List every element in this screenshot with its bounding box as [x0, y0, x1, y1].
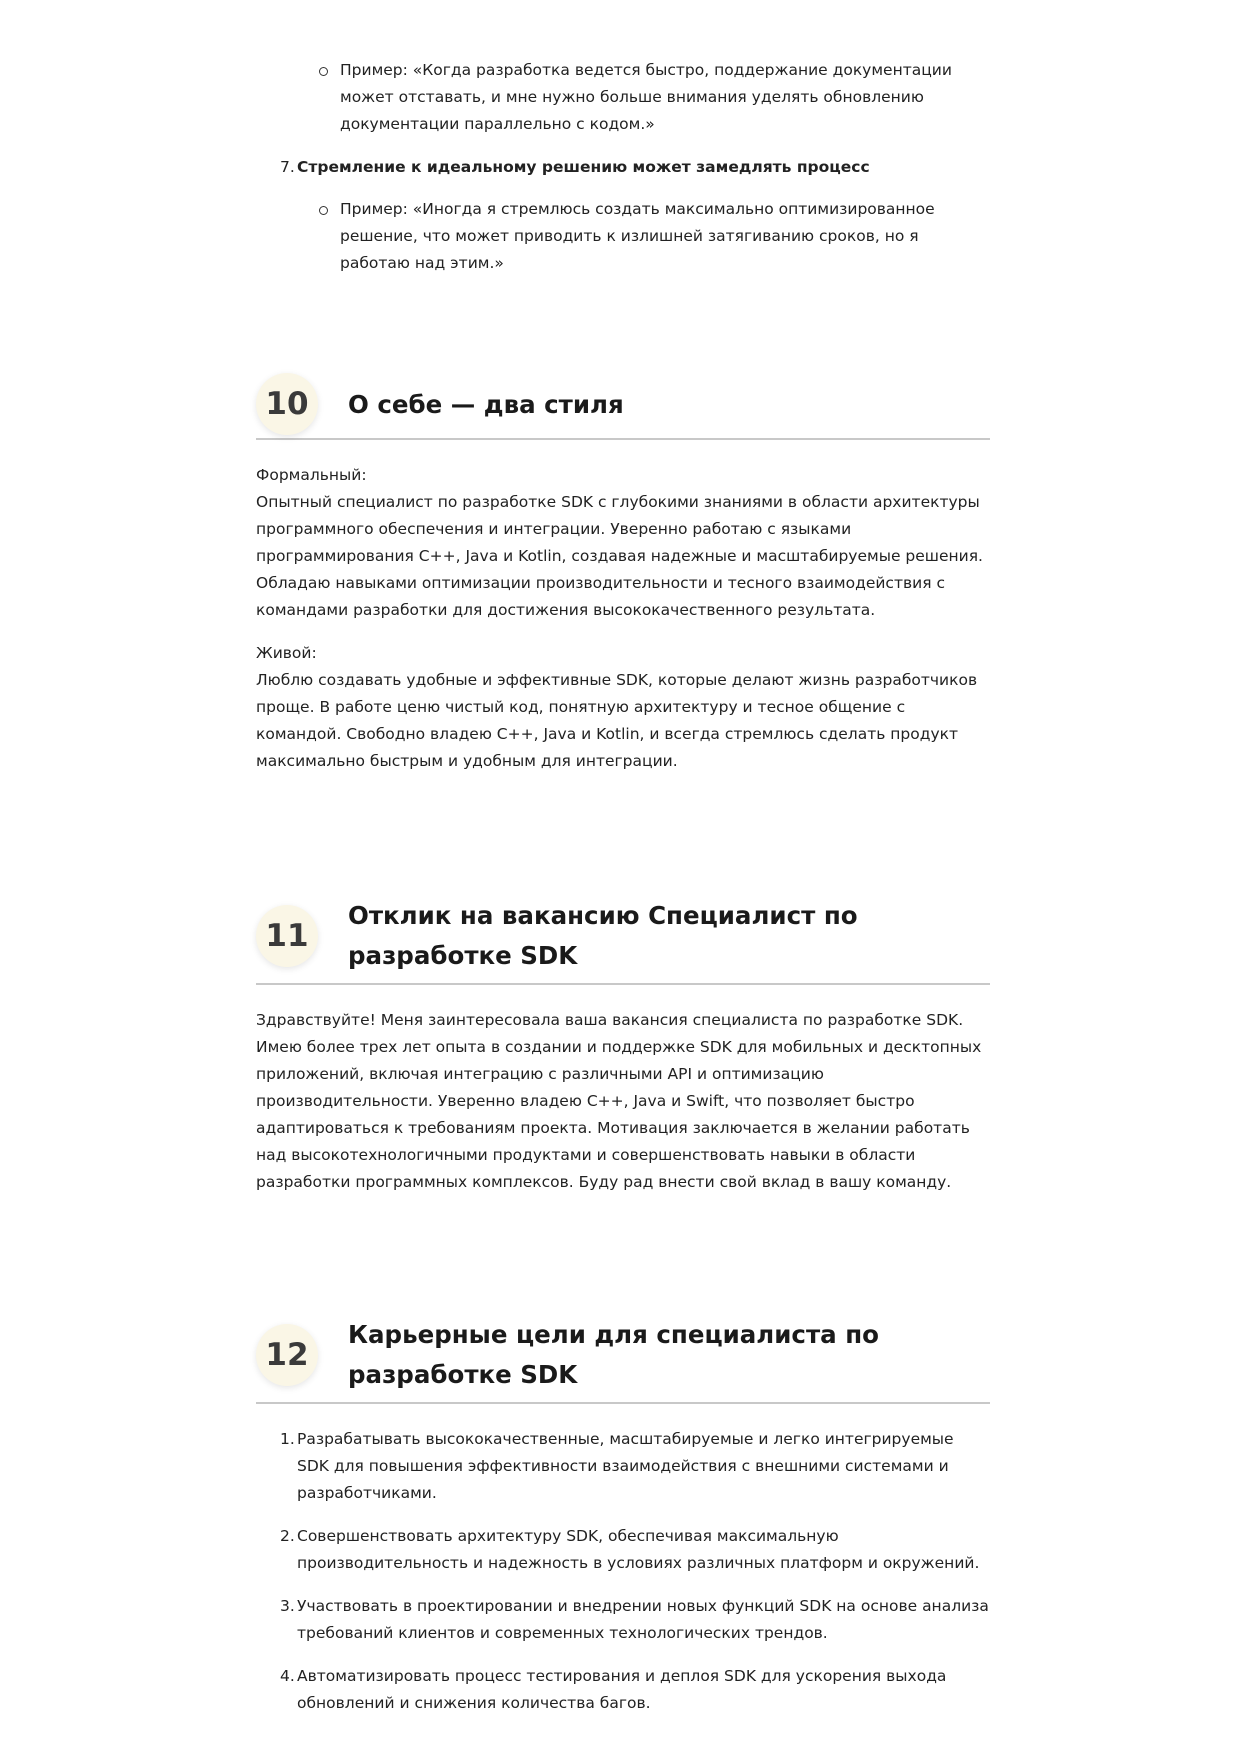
item-text: Разрабатывать высококачественные, масштабируемые и легко интегрируемые SDK для повышения эффективности взаимодействия с внешними системами и разработчиками.	[297, 1430, 954, 1502]
item-number: 4.	[280, 1667, 295, 1685]
section-number-badge: 11	[256, 905, 318, 967]
example-text: Пример: «Когда разработка ведется быстро, поддержание документации может отставать, и мне нужно больше внимания уделять обновлению документации параллельно с кодом.»	[340, 61, 952, 133]
item-text: Совершенствовать архитектуру SDK, обеспечивая максимальную производительность и надежность в условиях различных платформ и окружений.	[297, 1527, 980, 1572]
section-header	[256, 894, 990, 985]
section-title: Отклик на вакансию Специалист по разработке SDK	[348, 901, 858, 970]
section-about	[256, 372, 990, 775]
item-number: 1.	[280, 1430, 295, 1448]
weaknesses-list-continuation	[256, 57, 990, 277]
section-header	[256, 1313, 990, 1404]
section-title: О себе — два стиля	[348, 390, 624, 419]
item-number: 2.	[280, 1527, 295, 1545]
list-item	[256, 1523, 990, 1577]
bullet-circle-icon	[319, 206, 328, 215]
example-text: Пример: «Иногда я стремлюсь создать максимально оптимизированное решение, что может приводить к излишней затягиванию сроков, но я работаю над этим.»	[340, 200, 935, 272]
section-body	[256, 462, 990, 775]
formal-text: Опытный специалист по разработке SDK с глубокими знаниями в области архитектуры программного обеспечения и интеграции. Уверенно работаю с языками программирования C++, Java и Kotlin, создавая надежные и масштабируемые решения. Обладаю навыками оптимизации производительности и тесного взаимодействия с командами разработки для достижения высококачественного результата.	[256, 493, 983, 619]
goals-list	[256, 1426, 990, 1717]
section-title: Карьерные цели для специалиста по разработке SDK	[348, 1320, 879, 1389]
formal-label: Формальный:	[256, 466, 367, 484]
list-item	[256, 1663, 990, 1717]
list-item	[256, 1593, 990, 1647]
section-number-badge: 12	[256, 1324, 318, 1386]
section-career-goals	[256, 1313, 990, 1733]
item-number: 7.	[280, 158, 295, 176]
cover-letter-text: Здравствуйте! Меня заинтересовала ваша вакансия специалиста по разработке SDK. Имею более трех лет опыта в создании и поддержке SDK для мобильных и десктопных приложений, включая интеграцию с различными API и оптимизацию производительности. Уверенно владею C++, Java и Swift, что позволяет быстро адаптироваться к требованиям проекта. Мотивация заключается в желании работать над высокотехнологичными продуктами и совершенствовать навыки в области разработки программных комплексов. Буду рад внести свой вклад в вашу команду.	[256, 1011, 982, 1191]
list-item	[256, 196, 990, 277]
section-header	[256, 372, 990, 440]
bullet-circle-icon	[319, 67, 328, 76]
list-item	[256, 57, 990, 138]
item-text: Участвовать в проектировании и внедрении новых функций SDK на основе анализа требований клиентов и современных технологических трендов.	[297, 1597, 989, 1642]
item-number: 3.	[280, 1597, 295, 1615]
list-item	[256, 154, 990, 181]
section-body	[256, 1007, 990, 1196]
live-label: Живой:	[256, 644, 317, 662]
item-text: Автоматизировать процесс тестирования и деплоя SDK для ускорения выхода обновлений и снижения количества багов.	[297, 1667, 947, 1712]
section-cover-letter	[256, 894, 990, 1196]
item-title: Стремление к идеальному решению может замедлять процесс	[297, 158, 870, 176]
live-text: Люблю создавать удобные и эффективные SDK, которые делают жизнь разработчиков проще. В работе ценю чистый код, понятную архитектуру и тесное общение с командой. Свободно владею C++, Java и Kotlin, и всегда стремлюсь сделать продукт максимально быстрым и удобным для интеграции.	[256, 671, 978, 770]
list-item	[256, 1426, 990, 1507]
section-number-badge: 10	[256, 373, 318, 435]
